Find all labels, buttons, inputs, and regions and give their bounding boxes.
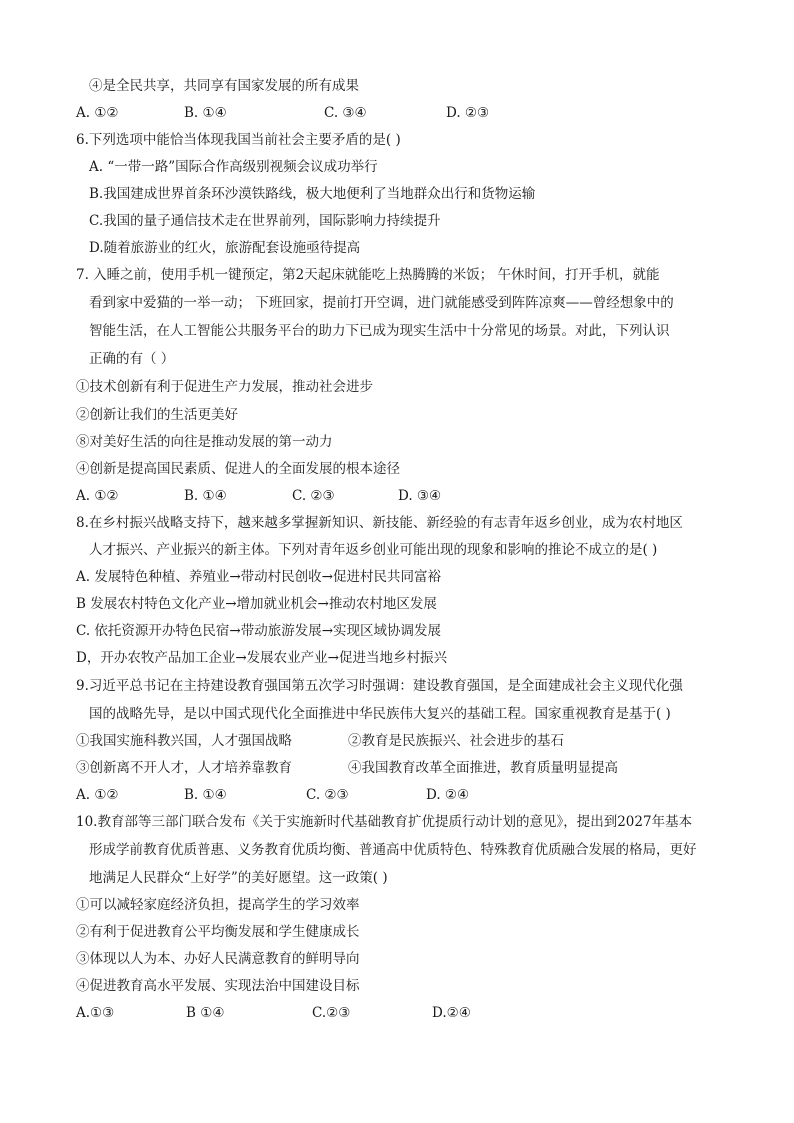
q5-statement-4: ④是全民共享，共同享有国家发展的所有成果: [89, 78, 359, 94]
q10-option-c: C.②③: [312, 1005, 351, 1021]
q7-statement-1: ①技术创新有利于促进生产力发展，推动社会进步: [76, 379, 373, 395]
q9-stem-line-2: 国的战略先导，是以中国式现代化全面推进中华民族伟大复兴的基础工程。国家重视教育是基于( ): [89, 706, 671, 722]
q7-stem-line-2: 看到家中爱猫的一举一动； 下班回家，提前打开空调，进门就能感受到阵阵凉爽——曾经想象中的: [89, 295, 674, 311]
q6-option-d: D.随着旅游业的红火，旅游配套设施亟待提高: [89, 240, 361, 256]
q8-option-c: C. 依托资源开办特色民宿→带动旅游发展→实现区域协调发展: [76, 623, 442, 639]
q9-option-c: C. ②③: [306, 787, 349, 803]
q8-stem-line-2: 人才振兴、产业振兴的新主体。下列对青年返乡创业可能出现的现象和影响的推论不成立的是( ): [89, 542, 658, 558]
q9-statement-4: ④我国教育改革全面推进，教育质量明显提高: [348, 760, 618, 776]
q10-stem-line-1: 10.教育部等三部门联合发布《关于实施新时代基础教育扩优提质行动计划的意见》，提出到2027年基本: [76, 814, 693, 830]
q5-option-b: B. ①④: [184, 105, 227, 121]
q7-option-c: C. ②③: [292, 488, 335, 504]
q10-statement-1: ①可以减轻家庭经济负担，提高学生的学习效率: [76, 897, 360, 913]
q6-option-c: C.我国的量子通信技术走在世界前列，国际影响力持续提升: [89, 213, 441, 229]
q10-statement-2: ②有利于促进教育公平均衡发展和学生健康成长: [76, 924, 360, 940]
q9-statement-3: ③创新离不开人才，人才培养靠教育: [76, 760, 292, 776]
q8-option-b: B 发展农村特色文化产业→增加就业机会→推动农村地区发展: [76, 596, 437, 612]
q7-stem-line-1: 7. 入睡之前，使用手机一键预定，第2天起床就能吃上热腾腾的米饭； 午休时间，打开手机，就能: [76, 267, 660, 283]
q6-option-a: A. “一带一路”国际合作高级别视频会议成功举行: [89, 159, 378, 175]
q10-statement-3: ③体现以人为本、办好人民满意教育的鲜明导向: [76, 951, 360, 967]
q5-option-c: C. ③④: [324, 105, 367, 121]
q9-option-d: D. ②④: [426, 787, 470, 803]
q10-stem-line-2: 形成学前教育优质普惠、义务教育优质均衡、普通高中优质特色、特殊教育优质融合发展的格局，更好: [89, 842, 697, 858]
q9-option-b: B. ①④: [184, 787, 227, 803]
q10-option-d: D.②④: [432, 1005, 471, 1021]
q10-stem-line-3: 地满足人民群众“上好学”的美好愿望。这一政策( ): [89, 870, 388, 886]
q10-statement-4: ④促进教育高水平发展、实现法治中国建设目标: [76, 978, 360, 994]
q7-option-b: B. ①④: [184, 488, 227, 504]
q7-option-a: A. ①②: [76, 488, 119, 504]
q9-statement-2: ②教育是民族振兴、社会进步的基石: [348, 733, 564, 749]
q7-option-d: D. ③④: [398, 488, 442, 504]
q5-option-a: A. ①②: [76, 105, 119, 121]
q7-statement-3: ⑧对美好生活的向往是推动发展的第一动力: [76, 434, 333, 450]
q9-option-a: A. ①②: [76, 787, 119, 803]
q7-statement-4: ④创新是提高国民素质、促进人的全面发展的根本途径: [76, 461, 400, 477]
q6-option-b: B.我国建成世界首条环沙漠铁路线，极大地便利了当地群众出行和货物运输: [89, 186, 536, 202]
q9-statement-1: ①我国实施科教兴国，人才强国战略: [76, 733, 292, 749]
q8-stem-line-1: 8.在乡村振兴战略支持下，越来越多掌握新知识、新技能、新经验的有志青年返乡创业，成为农村地区: [76, 515, 683, 531]
q7-statement-2: ②创新让我们的生活更美好: [76, 407, 238, 423]
q10-option-b: B ①④: [186, 1005, 225, 1021]
q9-stem-line-1: 9.习近平总书记在主持建设教育强国第五次学习时强调：建设教育强国，是全面建成社会主义现代化强: [76, 678, 683, 694]
q6-stem: 6.下列选项中能恰当体现我国当前社会主要矛盾的是( ): [76, 132, 401, 148]
q5-option-d: D. ②③: [446, 105, 490, 121]
q7-stem-line-3: 智能生活，在人工智能公共服务平台的助力下已成为现实生活中十分常见的场景。对此，下列认识: [89, 323, 670, 339]
q10-option-a: A.①③: [76, 1005, 115, 1021]
q8-option-a: A. 发展特色种植、养殖业→带动村民创收→促进村民共同富裕: [76, 569, 441, 585]
q7-stem-line-4: 正确的有（ ）: [89, 351, 175, 367]
q8-option-d: D，开办农牧产品加工企业→发展农业产业→促进当地乡村振兴: [76, 650, 447, 666]
